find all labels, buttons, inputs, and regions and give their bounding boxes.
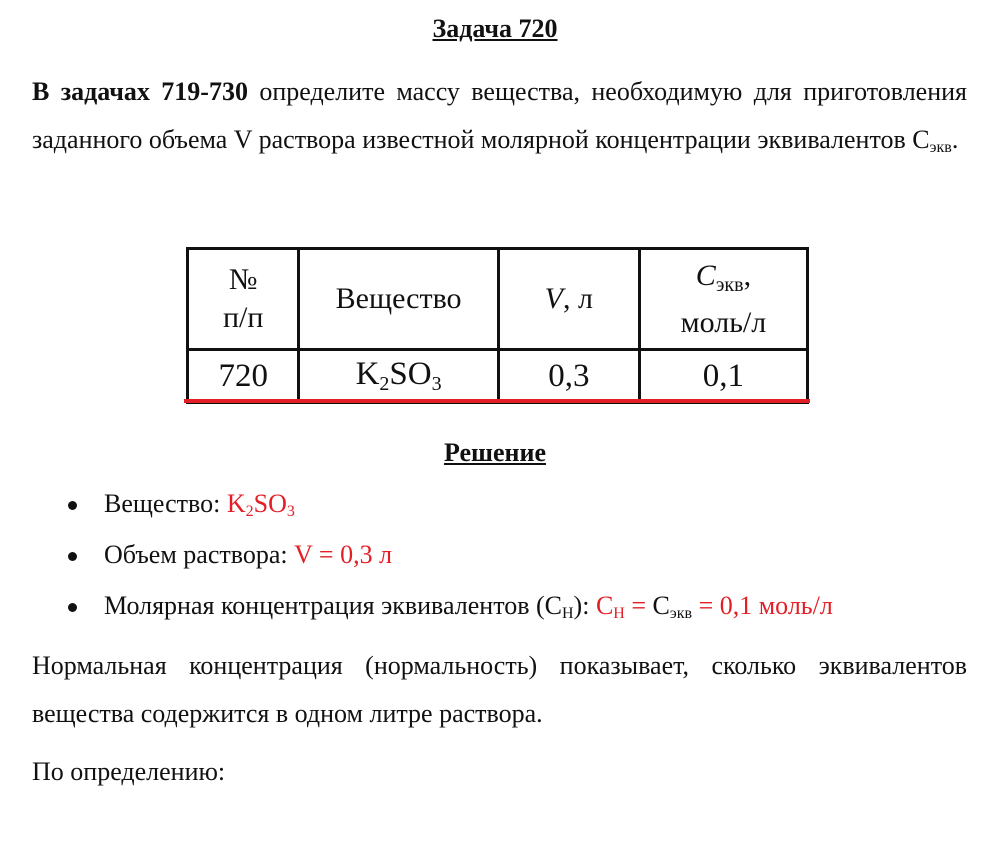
- red-underline: [184, 399, 810, 403]
- header-num: № п/п: [188, 249, 299, 350]
- cell-num: 720: [188, 350, 299, 403]
- list-item: Объем раствора: V = 0,3 л: [32, 535, 833, 586]
- header-substance: Вещество: [299, 249, 498, 350]
- header-conc: $С_{экв}$, моль/л: [639, 249, 807, 350]
- bullet-icon: [68, 501, 77, 510]
- header-volume: V, л: [498, 249, 639, 350]
- bullet-icon: [68, 603, 77, 612]
- data-table: [186, 247, 809, 404]
- normality-definition: Нормальная концентрация (нормальность) показывает, сколько эквивалентов вещества содержится в одном литре раствора.: [32, 651, 967, 728]
- cell-substance: $K_2SO_3$: [299, 350, 498, 403]
- table-row: [188, 350, 808, 403]
- table-header-row: [188, 249, 808, 350]
- task-body: определите массу вещества, необходимую для приготовления заданного объема V раствора известной молярной концентрации эквивалентов С: [32, 77, 967, 154]
- task-title: Задача 720: [432, 14, 558, 43]
- task-lead: В задачах 719-730: [32, 77, 248, 106]
- task-sub: экв: [929, 139, 952, 156]
- list-item: Вещество: $K_2SO_3$: [32, 484, 833, 535]
- cell-volume: 0,3: [498, 350, 639, 403]
- task-end: .: [951, 125, 959, 154]
- list-item: Молярная концентрация эквивалентов $(С_Н)$: $С_Н = С_{экв} = 0,1$ моль/л: [32, 586, 833, 637]
- cell-conc: 0,1: [639, 350, 807, 403]
- by-definition: По определению:: [32, 757, 226, 786]
- given-list: [32, 484, 833, 637]
- solution-title: Решение: [443, 438, 547, 467]
- bullet-icon: [68, 552, 77, 561]
- task-text: [32, 68, 967, 172]
